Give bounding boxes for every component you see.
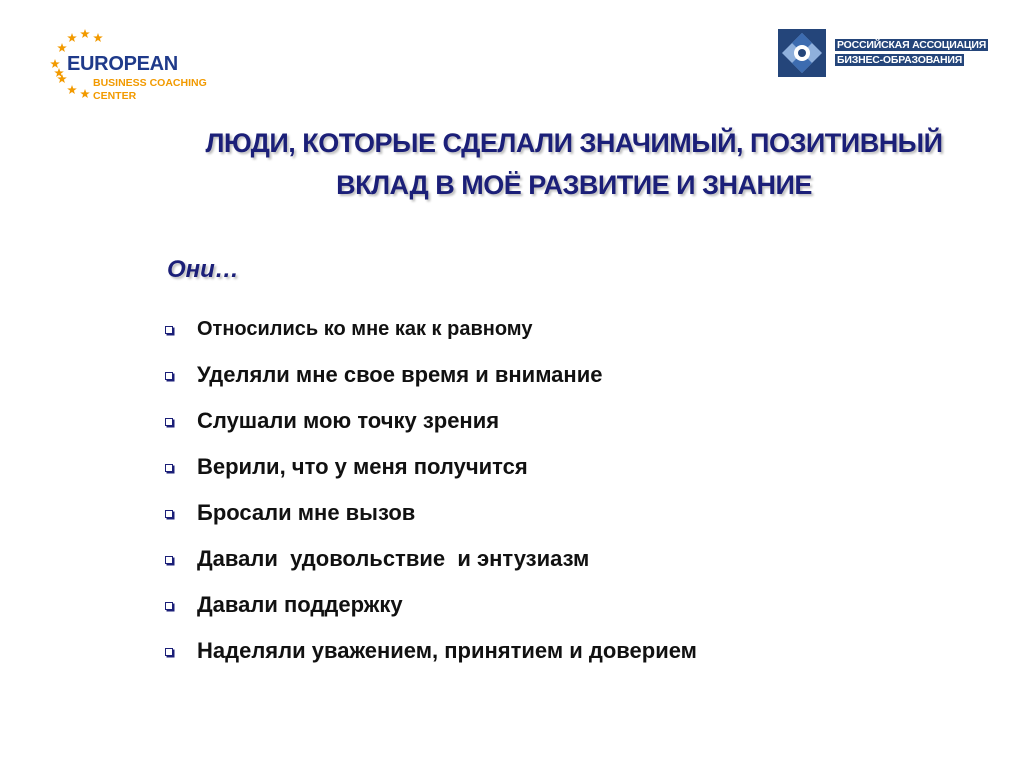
- list-item: [165, 444, 697, 490]
- rabe-line-1: РОССИЙСКАЯ АССОЦИАЦИЯ: [837, 39, 987, 51]
- square-bullet-icon: [165, 418, 173, 426]
- list-item-text: Наделяли уважением, принятием и доверием: [197, 638, 697, 663]
- bullet-list: [165, 306, 697, 674]
- list-item-text: Уделяли мне свое время и внимание: [197, 362, 603, 387]
- list-item-text: Давали поддержку: [197, 592, 403, 617]
- square-bullet-icon: [165, 556, 173, 564]
- list-item: [165, 536, 697, 582]
- list-item: [165, 628, 697, 674]
- logo-subtitle-2: CENTER: [93, 90, 137, 102]
- logo-word: EUROPEAN: [67, 53, 178, 75]
- list-item-text: Слушали мою точку зрения: [197, 408, 500, 433]
- square-bullet-icon: [165, 648, 173, 656]
- slide-title: [150, 122, 998, 206]
- list-item: [165, 306, 697, 352]
- list-item: [165, 582, 697, 628]
- title-line-2: ВКЛАД В МОЁ РАЗВИТИЕ И ЗНАНИЕ: [336, 170, 812, 200]
- list-item: [165, 352, 697, 398]
- square-bullet-icon: [165, 326, 173, 334]
- square-bullet-icon: [165, 372, 173, 380]
- title-line-1: ЛЮДИ, КОТОРЫЕ СДЕЛАЛИ ЗНАЧИМЫЙ, ПОЗИТИВНЫЙ: [205, 128, 943, 158]
- list-item-text: Относились ко мне как к равному: [197, 317, 533, 340]
- list-item-text: Бросали мне вызов: [197, 500, 416, 525]
- square-bullet-icon: [165, 464, 173, 472]
- european-business-coaching-center-logo: [48, 26, 218, 106]
- logo-subtitle: BUSINESS COACHING: [93, 77, 207, 89]
- square-bullet-icon: [165, 510, 173, 518]
- rabe-line-2: БИЗНЕС-ОБРАЗОВАНИЯ: [837, 54, 963, 66]
- list-item: [165, 398, 697, 444]
- list-item: [165, 490, 697, 536]
- rabe-logo: [776, 28, 986, 78]
- subheading: Они…: [167, 256, 239, 283]
- list-item-text: Верили, что у меня получится: [197, 454, 528, 479]
- list-item-text: Давали удовольствие и энтузиазм: [197, 546, 590, 571]
- square-bullet-icon: [165, 602, 173, 610]
- diamond-emblem-icon: [776, 28, 828, 78]
